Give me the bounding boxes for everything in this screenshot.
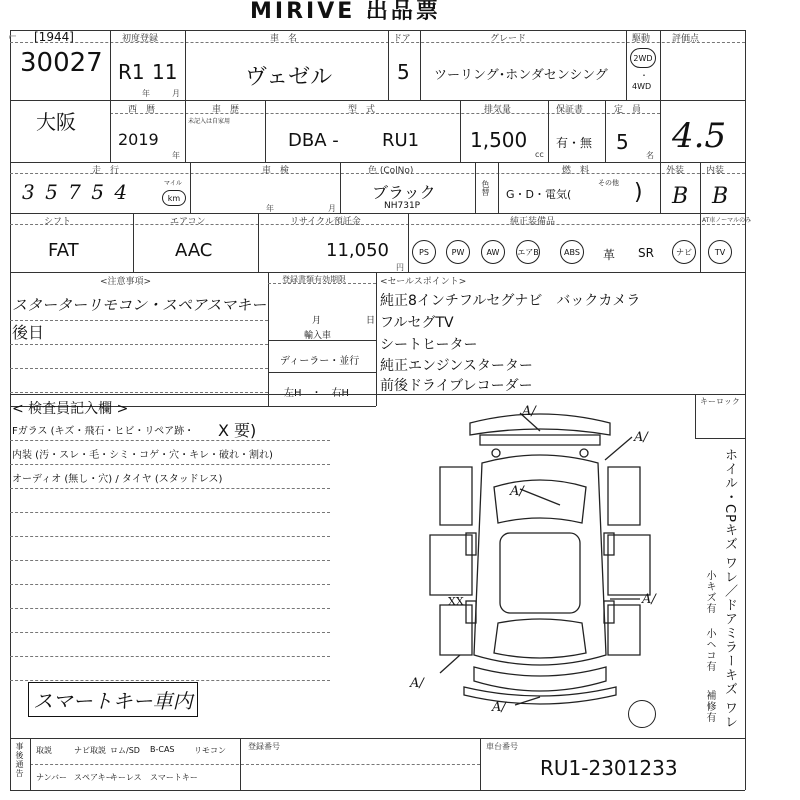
- options-label: 純正装備品: [510, 217, 556, 227]
- first-reg-month: 11: [152, 60, 178, 84]
- ac-label: エアコン: [170, 217, 206, 227]
- car-name: ヴェゼル: [245, 65, 333, 90]
- mark-hood: A/: [510, 484, 524, 499]
- footer-item-plate: ナンバー: [36, 773, 68, 782]
- mark-left-rear: A/: [410, 676, 424, 691]
- audio-line: オーディオ (無し・穴) / タイヤ (スタッドレス): [12, 474, 223, 485]
- rating-value: 4.5: [672, 116, 727, 156]
- mileage-value: 3 5 7 5 4: [22, 180, 130, 204]
- interior-label: 内装: [706, 166, 725, 176]
- sales-point-3: シートヒーター: [380, 337, 478, 353]
- mark-xx: XX: [448, 595, 464, 608]
- equip-tv: TV: [708, 240, 732, 264]
- footer-item-smart-key: スマートキー: [150, 773, 198, 782]
- smartkey-box: [28, 682, 198, 717]
- keyless-label: AT車ノーマルのみ: [702, 217, 752, 224]
- page-title: MIRIVE 出品票: [250, 0, 441, 24]
- small-scratch: 小キズ有: [704, 570, 715, 614]
- drive-2wd: 2WD: [630, 48, 656, 68]
- recycle-value: 11,050: [326, 240, 389, 261]
- ac-value: AAC: [175, 240, 213, 261]
- displacement-label: 排気量: [484, 105, 512, 115]
- interior-value: B: [712, 184, 729, 209]
- doors-value: 5: [397, 60, 410, 84]
- import-label: 輸入車: [304, 331, 332, 341]
- lot-prefix: [1944]: [34, 30, 74, 44]
- footer-item-bcas: B-CAS: [150, 745, 175, 754]
- import-dealer: ディーラー・並行: [280, 356, 360, 367]
- equip-leather: 革: [603, 248, 616, 262]
- mark-rear-bumper: A/: [492, 700, 506, 715]
- fglass-required: X 要): [218, 421, 257, 440]
- year-value: 2019: [118, 130, 159, 149]
- fuel-value: G・D・電気(: [506, 188, 572, 201]
- warranty-value: 有・無: [556, 136, 593, 150]
- model-prefix: DBA -: [288, 130, 339, 151]
- shift-value: FAT: [48, 240, 79, 261]
- footer-item-navi-manual: ナビ取説: [74, 746, 106, 755]
- car-diagram: [400, 405, 680, 735]
- reg-docs-label: 登録書類有効期限: [282, 275, 346, 284]
- equip-airbag: エアB: [516, 240, 540, 264]
- footer-item-rom: ロム/SD: [110, 746, 140, 755]
- steering: 左H ・ 右H: [284, 388, 350, 399]
- model-label: 型 式: [348, 105, 376, 115]
- recycle-label: リサイクル預託金: [290, 217, 361, 227]
- model-value: RU1: [382, 130, 420, 151]
- small-dent: 小ヘコ有: [704, 628, 715, 672]
- grade-label: グレード: [490, 34, 527, 44]
- lot-number: 30027: [20, 48, 103, 78]
- footer-item-keyless: キーレス: [110, 773, 142, 782]
- keylock-circle: [628, 700, 656, 728]
- grade-value: ツーリング･ホンダセンシング: [434, 68, 608, 83]
- reg-number-label: 登録番号: [248, 742, 280, 751]
- sales-point-1: 純正8インチフルセグナビ バックカメラ: [380, 293, 641, 309]
- fuel-label: 燃 料: [562, 166, 590, 176]
- caution-label: <注意事項>: [100, 277, 152, 287]
- doors-label: ドア: [393, 34, 411, 44]
- sales-label: <セールスポイント>: [380, 277, 467, 287]
- mark-right-door: A/: [642, 592, 656, 607]
- sales-point-4: 純正エンジンスターター: [380, 358, 533, 374]
- repair-mark: 補修有: [704, 690, 715, 723]
- equip-navi: ナビ: [672, 240, 696, 264]
- mark-front-right: A/: [634, 430, 648, 445]
- first-reg-label: 初度登録: [122, 34, 159, 44]
- capacity-value: 5: [616, 130, 629, 154]
- color-code: NH731P: [384, 201, 421, 211]
- chassis-number: RU1-2301233: [540, 756, 678, 780]
- color-label: 色 (ColNo): [368, 166, 414, 176]
- mark-front-bumper: A/: [522, 405, 536, 419]
- capacity-label: 定 員: [614, 105, 642, 115]
- repaint-label: 色替: [481, 180, 490, 196]
- footer-item-spare-key: スペアキー: [74, 773, 114, 782]
- sales-point-5: 前後ドライブレコーダー: [380, 378, 533, 394]
- footer-item-remote: リモコン: [194, 746, 226, 755]
- smartkey-note: スマートキー車内: [33, 689, 193, 713]
- chassis-number-label: 車台番号: [486, 742, 518, 751]
- western-year-label: 西 暦: [128, 105, 156, 115]
- exterior-value: B: [672, 184, 689, 209]
- mileage-label: 走 行: [92, 166, 120, 176]
- warranty-label: 保証書: [556, 105, 584, 115]
- post-notice-label: 事後通告: [15, 742, 24, 778]
- km-unit: km: [162, 190, 186, 206]
- keylock-label: キーロック: [700, 397, 740, 406]
- shaken-label: 車 検: [262, 166, 290, 176]
- equip-pw: PW: [446, 240, 470, 264]
- car-name-label: 車 名: [270, 34, 298, 44]
- area: 大阪: [36, 110, 76, 134]
- caution-line-1: スターターリモコン・スペアスマキー: [12, 296, 267, 314]
- equip-sunroof: SR: [638, 246, 654, 260]
- equip-abs: ABS: [560, 240, 584, 264]
- equip-ps: PS: [412, 240, 436, 264]
- shift-label: シフト: [44, 217, 72, 227]
- footer-item-manual: 取説: [36, 746, 52, 755]
- side-legend: ホイル・CPキズ ワレ／ドアミラーキズ ワレ: [722, 448, 737, 730]
- rating-label: 評価点: [672, 34, 700, 44]
- inspection-title: < 検査員記入欄 >: [12, 401, 129, 417]
- equip-aw: AW: [481, 240, 505, 264]
- interior-line: 内装 (汚・スレ・毛・シミ・コゲ・穴・キレ・破れ・割れ): [12, 450, 273, 461]
- exterior-label: 外装: [666, 166, 685, 176]
- color-value: ブラック: [372, 183, 436, 202]
- fglass-line: Fガラス (キズ・飛石・ヒビ・リペア跡・: [12, 426, 195, 437]
- first-reg-era: R1: [118, 60, 145, 84]
- drive-4wd: 4WD: [632, 82, 652, 91]
- sales-point-2: フルセグTV: [380, 315, 454, 331]
- displacement-value: 1,500: [470, 128, 528, 152]
- drive-label: 駆動: [632, 34, 651, 44]
- caution-line-2: 後日: [12, 323, 45, 342]
- chassis-history-label: 車 歴: [212, 105, 240, 115]
